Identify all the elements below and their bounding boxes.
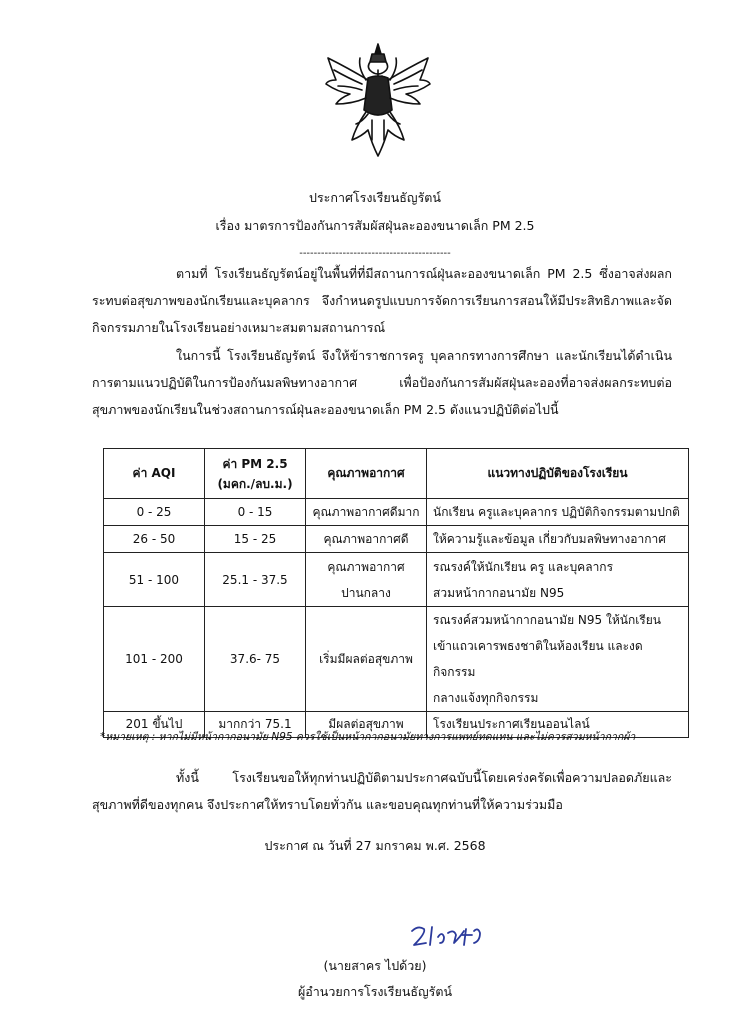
table-row [104,553,689,607]
cell-aqi: 26 - 50 [104,526,205,553]
cell-quality-line: คุณภาพอากาศ [327,559,405,574]
header-pm25 [205,449,306,499]
paragraph-instruction: ในการนี้ โรงเรียนธัญรัตน์ จึงให้ข้าราชการครู บุคลากรทางการศึกษา และนักเรียนได้ดำเนินการตามแนวปฏิบัติในการป้องกันมลพิษทางอากาศ เพื่อป้องกันการสัมผัสฝุ่นละอองที่อาจส่งผลกระทบต่อสุขภาพของนักเรียนในช่วงสถานการณ์ฝุ่นละอองขนาดเล็ก PM 2.5 ดังแนวปฏิบัติต่อไปนี้ [92,348,672,417]
signer-position: ผู้อำนวยการโรงเรียนธัญรัตน์ [297,984,453,999]
paragraph-closing: ทั้งนี้ โรงเรียนขอให้ทุกท่านปฏิบัติตามประกาศฉบับนี้โดยเคร่งครัดเพื่อความปลอดภัยและสุขภาพที่ดีของทุกคน จึงประกาศให้ทราบโดยทั่วกัน และขอบคุณทุกท่านที่ให้ความร่วมมือ [92,770,672,812]
garuda-emblem-icon [322,40,434,160]
table-header-row [104,449,689,499]
cell-guideline [427,607,689,712]
cell-guideline: โรงเรียนประกาศเรียนออนไลน์ [427,712,689,738]
cell-quality: คุณภาพอากาศดีมาก [306,499,427,526]
cell-guideline-line: รณรงค์สวมหน้ากากอนามัย N95 ให้นักเรียน [433,613,661,627]
cell-pm: 37.6- 75 [205,607,306,712]
cell-quality [306,553,427,607]
announcement-date: ประกาศ ณ วันที่ 27 มกราคม พ.ศ. 2568 [264,838,486,853]
cell-aqi: 0 - 25 [104,499,205,526]
paragraph-intro: ตามที่ โรงเรียนธัญรัตน์อยู่ในพื้นที่ที่มีสถานการณ์ฝุ่นละอองขนาดเล็ก PM 2.5 ซึ่งอาจส่งผลกระทบต่อสุขภาพของนักเรียนและบุคลากร จึงกำหนดรูปแบบการจัดการเรียนการสอนให้มีประสิทธิภาพและจัดกิจกรรมภายในโรงเรียนอย่างเหมาะสมตามสถานการณ์ [92,266,672,335]
cell-aqi: 101 - 200 [104,607,205,712]
cell-quality: คุณภาพอากาศดี [306,526,427,553]
announcement-subject: เรื่อง มาตรการป้องกันการสัมผัสฝุ่นละอองขนาดเล็ก PM 2.5 [215,218,535,233]
header-pm25-line2: (มคก./ลบ.ม.) [217,476,293,491]
header-air-quality: คุณภาพอากาศ [306,449,427,499]
header-guideline: แนวทางปฏิบัติของโรงเรียน [427,449,689,499]
cell-guideline-line: เข้าแถวเคารพธงชาติในห้องเรียน และงดกิจกรรม [433,639,643,679]
cell-guideline: ให้ความรู้และข้อมูล เกี่ยวกับมลพิษทางอากาศ [427,526,689,553]
cell-guideline [427,553,689,607]
announcement-title: ประกาศโรงเรียนธัญรัตน์ [309,190,441,205]
table-footnote: *หมายเหตุ : หากไม่มีหน้ากากอนามัย N95 ควรใช้เป็นหน้ากากอนามัยทางการแพทย์ทดแทน และไม่ควรสวมหน้ากากผ้า [100,731,636,743]
cell-quality: เริ่มมีผลต่อสุขภาพ [306,607,427,712]
cell-guideline: นักเรียน ครูและบุคลากร ปฏิบัติกิจกรรมตามปกติ [427,499,689,526]
cell-aqi: 201 ขึ้นไป [104,712,205,738]
signature-image [408,923,498,949]
table-row [104,526,689,553]
cell-guideline-line: กลางแจ้งทุกกิจกรรม [433,691,539,705]
cell-pm: 15 - 25 [205,526,306,553]
header-aqi: ค่า AQI [104,449,205,499]
cell-pm: มากกว่า 75.1 [205,712,306,738]
aqi-guideline-table [103,448,689,738]
signer-name: (นายสาคร ไปด้วย) [323,958,427,973]
header-pm25-line1: ค่า PM 2.5 [222,456,288,471]
cell-quality: มีผลต่อสุขภาพ [306,712,427,738]
cell-pm: 0 - 15 [205,499,306,526]
table-row [104,499,689,526]
cell-guideline-line: รณรงค์ให้นักเรียน ครู และบุคลากร [433,559,614,574]
cell-quality-line: ปานกลาง [341,585,391,600]
cell-pm: 25.1 - 37.5 [205,553,306,607]
cell-guideline-line: สวมหน้ากากอนามัย N95 [433,585,565,600]
cell-aqi: 51 - 100 [104,553,205,607]
table-row [104,607,689,712]
divider-line: ------------------------------------------ [299,248,451,259]
